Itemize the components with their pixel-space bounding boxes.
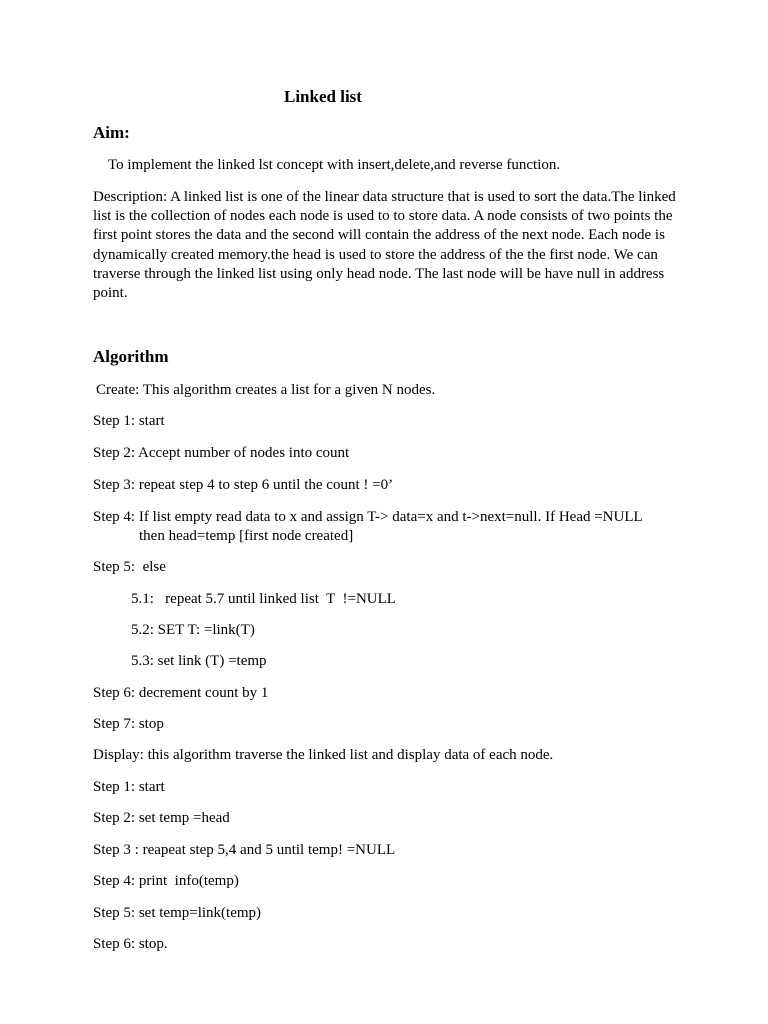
display-step-6: Step 6: stop. <box>93 936 168 952</box>
create-step-5-1: 5.1: repeat 5.7 until linked list T !=NULL <box>131 591 396 607</box>
aim-text: To implement the linked lst concept with insert,delete,and reverse function. <box>108 157 561 173</box>
create-step-5-3: 5.3: set link (T) =temp <box>131 653 267 669</box>
create-step-1: Step 1: start <box>93 413 165 429</box>
create-step-3: Step 3: repeat step 4 to step 6 until the count ! =0’ <box>93 477 394 493</box>
create-intro: Create: This algorithm creates a list for a given N nodes. <box>96 382 436 398</box>
create-step-6: Step 6: decrement count by 1 <box>93 685 269 701</box>
display-step-5: Step 5: set temp=link(temp) <box>93 905 262 921</box>
display-step-2: Step 2: set temp =head <box>93 810 230 826</box>
create-step-5: Step 5: else <box>93 559 166 575</box>
display-step-4: Step 4: print info(temp) <box>93 873 239 889</box>
create-step-5-2: 5.2: SET T: =link(T) <box>131 622 255 638</box>
algorithm-heading: Algorithm <box>93 347 169 366</box>
create-step-4-line-1: Step 4: If list empty read data to x and assign T-> data=x and t->next=null. If Head =NULL <box>93 509 643 525</box>
description-paragraph: Description: A linked list is one of the linear data structure that is used to sort the data.The linked list is the collection of nodes each node is used to to store data. A node consists of two points the first point stores the data and the second will contain the address of the next node. Each node is dynamically created memory.the head is used to store the address of the the first node. We can traverse through the linked list using only head node. The last node will be have null in address point. <box>93 189 676 302</box>
display-step-1: Step 1: start <box>93 779 165 795</box>
aim-heading: Aim: <box>93 123 130 142</box>
create-step-2: Step 2: Accept number of nodes into count <box>93 445 350 461</box>
document-title: Linked list <box>284 87 362 106</box>
display-step-3: Step 3 : reapeat step 5,4 and 5 until temp! =NULL <box>93 842 396 858</box>
create-step-4-line-2: then head=temp [first node created] <box>139 528 354 544</box>
create-step-7: Step 7: stop <box>93 716 164 732</box>
display-intro: Display: this algorithm traverse the linked list and display data of each node. <box>93 747 554 763</box>
